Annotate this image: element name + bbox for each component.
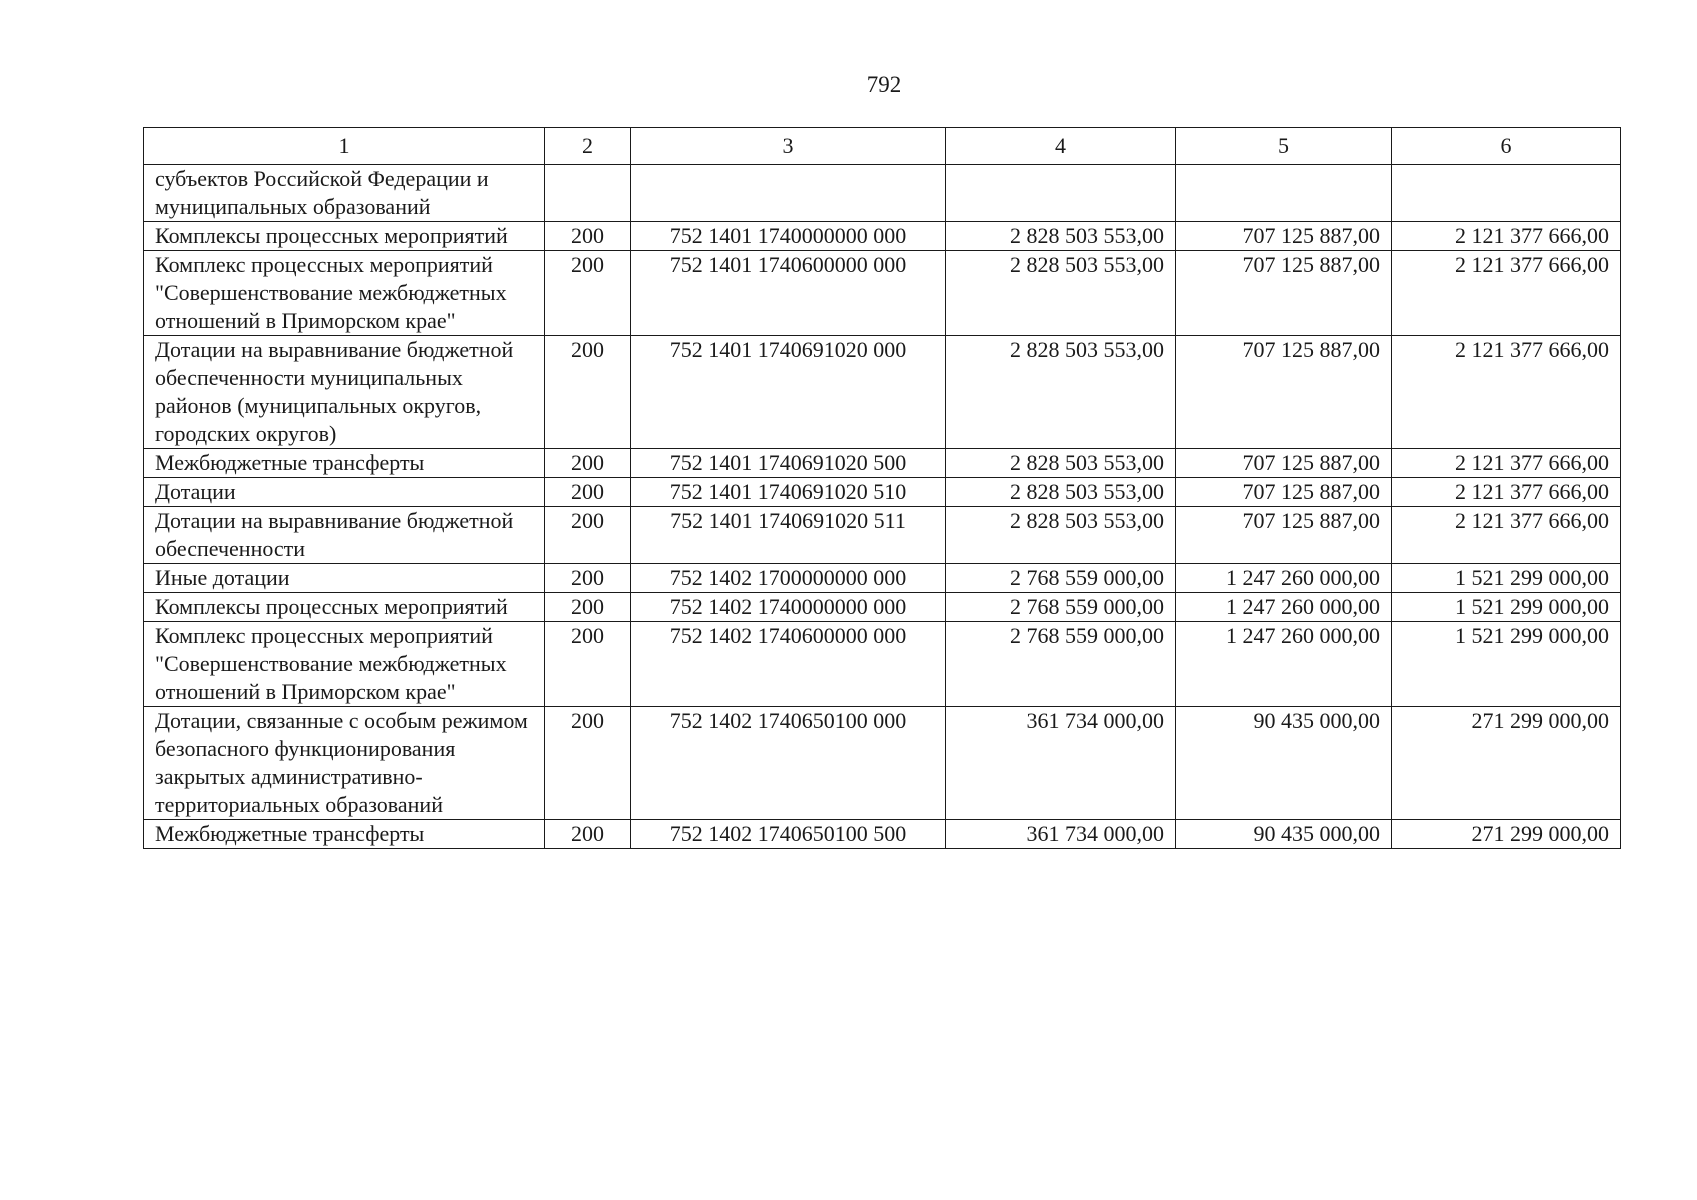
row-kbk-cell: 752 1401 1740600000 000 [631,251,946,336]
row-value-col5-cell: 707 125 887,00 [1176,478,1392,507]
row-name-cell: Дотации [144,478,545,507]
column-header: 1 [144,128,545,165]
row-value-col4-cell: 2 768 559 000,00 [946,564,1176,593]
row-name-cell: Дотации на выравнивание бюджетной обеспеченности [144,507,545,564]
row-value-col4-cell [946,165,1176,222]
row-name-cell: Комплекс процессных мероприятий "Совершенствование межбюджетных отношений в Приморском крае" [144,622,545,707]
row-value-col6-cell: 271 299 000,00 [1392,707,1621,820]
row-value-col6-cell: 2 121 377 666,00 [1392,507,1621,564]
row-name-cell: Комплексы процессных мероприятий [144,222,545,251]
row-name-cell: Дотации на выравнивание бюджетной обеспеченности муниципальных районов (муниципальных округов, городских округов) [144,336,545,449]
table-row [144,478,1621,507]
row-name-cell: Комплексы процессных мероприятий [144,593,545,622]
row-kbk-cell [631,165,946,222]
page-number: 792 [866,72,902,97]
column-header: 3 [631,128,946,165]
table-row [144,622,1621,707]
row-value-col4-cell: 2 828 503 553,00 [946,478,1176,507]
row-code-cell: 200 [545,336,631,449]
row-kbk-cell: 752 1401 1740691020 500 [631,449,946,478]
table-row [144,707,1621,820]
row-value-col6-cell: 2 121 377 666,00 [1392,449,1621,478]
row-value-col6-cell: 1 521 299 000,00 [1392,622,1621,707]
table-row [144,564,1621,593]
row-value-col6-cell: 271 299 000,00 [1392,820,1621,849]
row-name-cell: Межбюджетные трансферты [144,820,545,849]
row-value-col5-cell: 1 247 260 000,00 [1176,593,1392,622]
row-value-col5-cell: 90 435 000,00 [1176,707,1392,820]
row-value-col5-cell: 707 125 887,00 [1176,507,1392,564]
row-code-cell: 200 [545,478,631,507]
row-code-cell: 200 [545,593,631,622]
row-code-cell: 200 [545,449,631,478]
table-body [144,165,1621,849]
row-value-col6-cell: 1 521 299 000,00 [1392,564,1621,593]
row-value-col5-cell: 707 125 887,00 [1176,251,1392,336]
header-row [144,128,1621,165]
row-name-cell: Комплекс процессных мероприятий "Совершенствование межбюджетных отношений в Приморском крае" [144,251,545,336]
row-name-cell: Иные дотации [144,564,545,593]
budget-table [143,127,1621,849]
row-kbk-cell: 752 1401 1740691020 510 [631,478,946,507]
row-value-col6-cell: 2 121 377 666,00 [1392,336,1621,449]
row-value-col6-cell: 2 121 377 666,00 [1392,222,1621,251]
table-row [144,251,1621,336]
row-value-col6-cell: 2 121 377 666,00 [1392,478,1621,507]
row-value-col6-cell [1392,165,1621,222]
row-kbk-cell: 752 1402 1740600000 000 [631,622,946,707]
row-value-col4-cell: 2 828 503 553,00 [946,507,1176,564]
row-value-col5-cell: 1 247 260 000,00 [1176,564,1392,593]
row-value-col6-cell: 2 121 377 666,00 [1392,251,1621,336]
row-code-cell: 200 [545,622,631,707]
row-kbk-cell: 752 1402 1740000000 000 [631,593,946,622]
table-row [144,507,1621,564]
row-value-col4-cell: 2 768 559 000,00 [946,593,1176,622]
table-row [144,222,1621,251]
row-value-col4-cell: 2 828 503 553,00 [946,222,1176,251]
row-kbk-cell: 752 1402 1740650100 000 [631,707,946,820]
row-value-col6-cell: 1 521 299 000,00 [1392,593,1621,622]
row-code-cell: 200 [545,820,631,849]
row-value-col5-cell [1176,165,1392,222]
row-value-col5-cell: 707 125 887,00 [1176,336,1392,449]
row-value-col4-cell: 2 828 503 553,00 [946,449,1176,478]
row-kbk-cell: 752 1401 1740691020 511 [631,507,946,564]
row-name-cell: Межбюджетные трансферты [144,449,545,478]
table-row [144,449,1621,478]
row-value-col5-cell: 90 435 000,00 [1176,820,1392,849]
row-code-cell: 200 [545,707,631,820]
row-code-cell [545,165,631,222]
row-value-col4-cell: 2 768 559 000,00 [946,622,1176,707]
column-header: 4 [946,128,1176,165]
table-row [144,336,1621,449]
column-header: 6 [1392,128,1621,165]
row-code-cell: 200 [545,251,631,336]
row-kbk-cell: 752 1402 1740650100 500 [631,820,946,849]
row-code-cell: 200 [545,507,631,564]
row-value-col4-cell: 361 734 000,00 [946,707,1176,820]
row-value-col4-cell: 361 734 000,00 [946,820,1176,849]
row-value-col4-cell: 2 828 503 553,00 [946,336,1176,449]
row-kbk-cell: 752 1401 1740691020 000 [631,336,946,449]
table-row [144,593,1621,622]
column-header: 5 [1176,128,1392,165]
row-name-cell: Дотации, связанные с особым режимом безопасного функционирования закрытых административно-территориальных образований [144,707,545,820]
row-code-cell: 200 [545,564,631,593]
row-value-col5-cell: 1 247 260 000,00 [1176,622,1392,707]
table-row [144,820,1621,849]
row-value-col5-cell: 707 125 887,00 [1176,222,1392,251]
column-header: 2 [545,128,631,165]
row-kbk-cell: 752 1402 1700000000 000 [631,564,946,593]
row-code-cell: 200 [545,222,631,251]
row-kbk-cell: 752 1401 1740000000 000 [631,222,946,251]
row-value-col5-cell: 707 125 887,00 [1176,449,1392,478]
row-name-cell: субъектов Российской Федерации и муниципальных образований [144,165,545,222]
table-row [144,165,1621,222]
row-value-col4-cell: 2 828 503 553,00 [946,251,1176,336]
